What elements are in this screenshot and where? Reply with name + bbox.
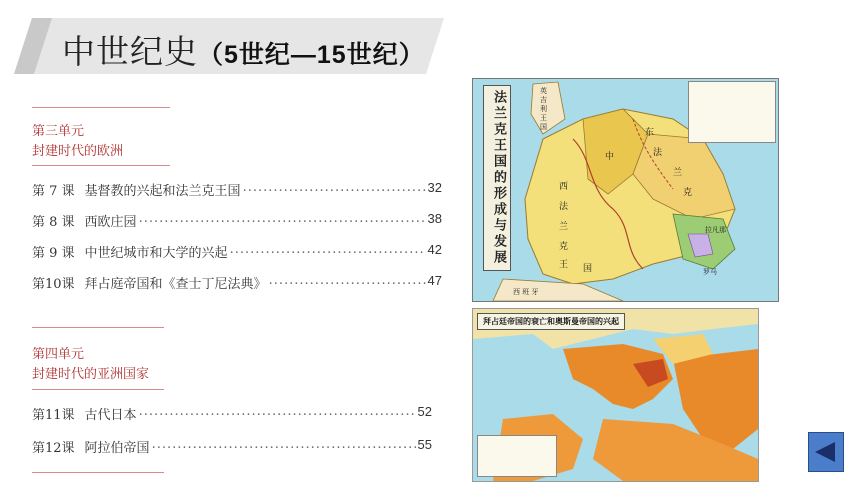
map-legend — [477, 435, 557, 477]
map-title: 法兰克王国的形成与发展 — [483, 85, 511, 271]
leader-dots — [243, 180, 426, 199]
lesson-row[interactable] — [32, 180, 442, 199]
leader-dots — [139, 404, 416, 423]
unit-title: 封建时代的亚洲国家 — [32, 367, 150, 382]
page-number: 42 — [427, 242, 442, 257]
lesson-row[interactable] — [32, 404, 432, 423]
page-title — [62, 26, 425, 73]
divider — [32, 327, 164, 328]
lesson-number: 第11课 — [32, 408, 75, 423]
lesson-row[interactable] — [32, 273, 442, 292]
map-label: 罗马 — [703, 268, 717, 276]
map-label: 国 — [583, 264, 593, 274]
leader-dots — [230, 242, 426, 261]
map-label: 法 — [559, 202, 569, 212]
byzantine-ottoman-map — [472, 308, 759, 482]
page-number: 47 — [427, 273, 442, 288]
lesson-title: 阿拉伯帝国 — [84, 441, 150, 456]
lesson-number: 第10课 — [32, 277, 75, 292]
map-legend — [688, 81, 776, 143]
map-label: 西 — [559, 182, 569, 192]
lesson-row[interactable] — [32, 437, 432, 456]
map-label: 中 — [605, 152, 615, 162]
frankish-kingdom-map — [472, 78, 779, 302]
unit-title: 封建时代的欧洲 — [32, 144, 124, 159]
map-label: 兰 — [673, 168, 683, 178]
lesson-title: 基督教的兴起和法兰克王国 — [84, 184, 241, 199]
lesson-row[interactable] — [32, 242, 442, 261]
map-label: 东 — [645, 128, 655, 138]
unit-label: 第三单元 — [32, 124, 85, 139]
map-label: 兰 — [559, 222, 569, 232]
lesson-number: 第 8 课 — [32, 215, 75, 230]
leader-dots — [152, 437, 416, 456]
lesson-row[interactable] — [32, 211, 442, 230]
page-number: 32 — [427, 180, 442, 195]
lesson-number: 第 7 课 — [32, 184, 75, 199]
title-banner — [14, 18, 444, 74]
map-label: 西 班 牙 — [513, 288, 539, 296]
unit-label: 第四单元 — [32, 347, 85, 362]
prev-button[interactable] — [808, 432, 844, 472]
divider — [32, 472, 164, 473]
lesson-title: 中世纪城市和大学的兴起 — [84, 246, 228, 261]
map-label: 克 — [683, 188, 693, 198]
map-title: 拜占廷帝国的衰亡和奥斯曼帝国的兴起 — [477, 313, 625, 330]
page-number: 55 — [417, 437, 432, 452]
divider — [32, 389, 164, 390]
lesson-title: 古代日本 — [84, 408, 137, 423]
map-label: 拉凡那 — [705, 226, 726, 234]
divider — [32, 165, 170, 166]
map-label: 英吉利王国 — [540, 87, 547, 131]
map-label: 克 — [559, 242, 569, 252]
title-period: （5世纪—15世纪） — [198, 41, 425, 69]
lesson-title: 西欧庄园 — [84, 215, 137, 230]
leader-dots — [269, 273, 426, 292]
lesson-title: 拜占庭帝国和《查士丁尼法典》 — [84, 277, 267, 292]
title-main: 中世纪史 — [62, 32, 198, 71]
page-number: 52 — [417, 404, 432, 419]
lesson-number: 第 9 课 — [32, 246, 75, 261]
page-number: 38 — [427, 211, 442, 226]
leader-dots — [139, 211, 426, 230]
lesson-number: 第12课 — [32, 441, 75, 456]
map-label: 法 — [653, 148, 663, 158]
map-label: 王 — [559, 260, 569, 270]
divider — [32, 107, 170, 108]
prev-arrow-icon — [815, 442, 835, 462]
